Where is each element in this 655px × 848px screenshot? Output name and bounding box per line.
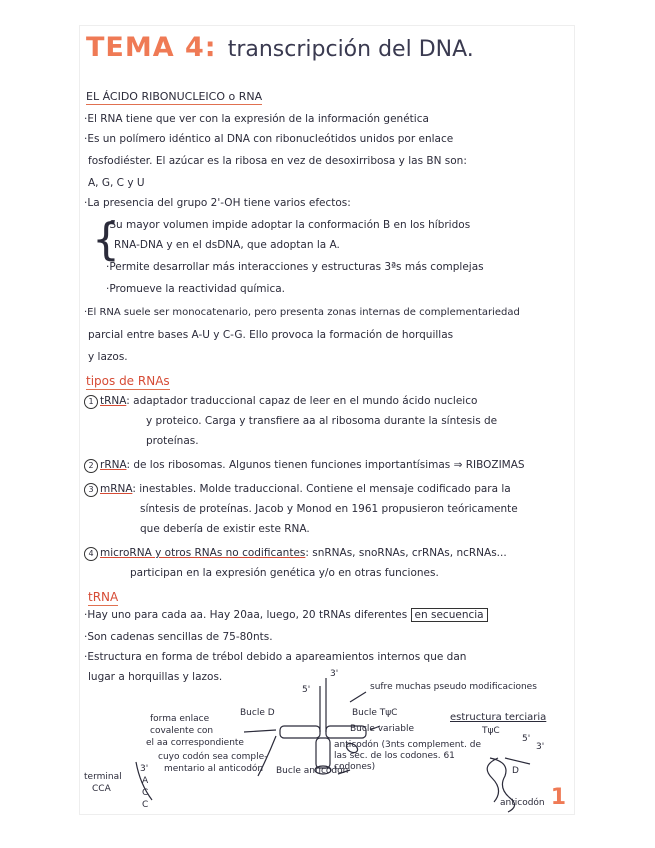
anticodon-note: anticodón (3nts complement. de las sec. de los codones. 61 codones) [334,740,481,772]
ester-note-1: forma enlace [150,714,210,724]
type-name: rRNA [100,459,127,471]
page-title [86,32,474,63]
tertiary-3prime: 3' [536,742,545,752]
cca-c2: C [142,800,149,810]
text-line: ·El RNA suele ser monocatenario, pero presenta zonas internas de complementariedad [84,307,520,318]
text-line: ·Su mayor volumen impide adoptar la conformación B en los híbridos [106,219,471,231]
ester-note-2: covalente con [150,726,214,736]
type-name: microRNA y otros RNAs no codificantes [100,547,306,559]
number-badge: 4 [84,547,98,561]
text-line: ·Permite desarrollar más interacciones y estructuras 3ªs más complejas [106,261,484,273]
tertiary-d: D [512,766,519,776]
text-segment: ·Hay uno para cada aa. Hay 20aa, luego, 20 tRNAs diferentes [84,609,408,621]
number-badge: 1 [84,395,98,409]
codon-note-1: cuyo codón sea comple- [158,752,268,762]
codon-note-2: mentario al anticodón [164,764,264,774]
tertiary-anticodon: anticodón [500,798,545,808]
type-name: tRNA [100,395,127,407]
text-line: y lazos. [88,351,128,363]
cca-c1: C [142,788,149,798]
text-line: participan en la expresión genética y/o en otras funciones. [130,567,439,579]
text-line: RNA-DNA y en el dsDNA, que adoptan la A. [114,239,340,251]
number-badge: 2 [84,459,98,473]
section-heading-tipos: tipos de RNAs [86,374,170,388]
type-desc: : de los ribosomas. Algunos tienen funciones importantísimas ⇒ RIBOZIMAS [126,459,525,471]
notebook-page [80,26,574,814]
number-badge: 3 [84,483,98,497]
bucle-variable-label: Bucle variable [350,724,415,734]
text-line: ·Estructura en forma de trébol debido a apareamientos internos que dan [84,651,467,663]
title-tema: TEMA 4: [86,32,217,63]
text-line: lugar a horquillas y lazos. [88,671,223,683]
tertiary-title: estructura terciaria [450,712,547,723]
type-desc: : inestables. Molde traduccional. Contiene el mensaje codificado para la [132,483,511,495]
section-heading-trna: tRNA [88,590,119,604]
type-desc: : adaptador traduccional capaz de leer en el mundo ácido nucleico [126,395,478,407]
tertiary-tpsic: TψC [482,726,500,736]
text-line: fosfodiéster. El azúcar es la ribosa en vez de desoxirribosa y las BN son: [88,155,467,167]
modifications-note: sufre muchas pseudo modificaciones [370,682,537,692]
text-line: ·Promueve la reactividad química. [106,283,285,295]
bucle-anticodon-label: Bucle anticodón [276,766,349,776]
text-line: A, G, C y U [88,177,145,189]
terminal-cca-label: CCA [92,784,111,794]
type-desc: : snRNAs, snoRNAs, crRNAs, ncRNAs... [305,547,507,559]
text-line: ·Es un polímero idéntico al DNA con ribonucleótidos unidos por enlace [84,133,454,145]
cca-a: A [142,776,149,786]
text-line: ·Son cadenas sencillas de 75-80nts. [84,631,273,643]
text-line: y proteico. Carga y transfiere aa al ribosoma durante la síntesis de [146,415,498,427]
cca-3prime: 3' [140,764,149,774]
text-line: síntesis de proteínas. Jacob y Monod en 1961 propusieron teóricamente [140,503,518,515]
rna-type-rrna [84,452,525,478]
bucle-t-label: Bucle TψC [352,708,398,718]
boxed-note: en secuencia [411,608,488,622]
section-heading-rna: EL ÁCIDO RIBONUCLEICO o RNA [86,90,263,103]
page-number: 1 [550,785,566,810]
three-prime-label: 3' [330,669,339,679]
tertiary-5prime: 5' [522,734,531,744]
text-line: parcial entre bases A-U y C-G. Ello provoca la formación de horquillas [88,329,454,341]
text-line: ·La presencia del grupo 2'-OH tiene varios efectos: [84,197,351,209]
type-name: mRNA [100,483,133,495]
text-line: ·El RNA tiene que ver con la expresión de la información genética [84,113,429,125]
brace-icon: { [92,214,120,265]
bucle-d-label: Bucle D [240,708,275,718]
title-subject: transcripción del DNA. [227,37,474,62]
five-prime-label: 5' [302,685,311,695]
ester-note-3: el aa correspondiente [146,738,244,748]
text-line: que debería de existir este RNA. [140,523,310,535]
terminal-label: terminal [84,772,122,782]
text-line: proteínas. [146,435,199,447]
